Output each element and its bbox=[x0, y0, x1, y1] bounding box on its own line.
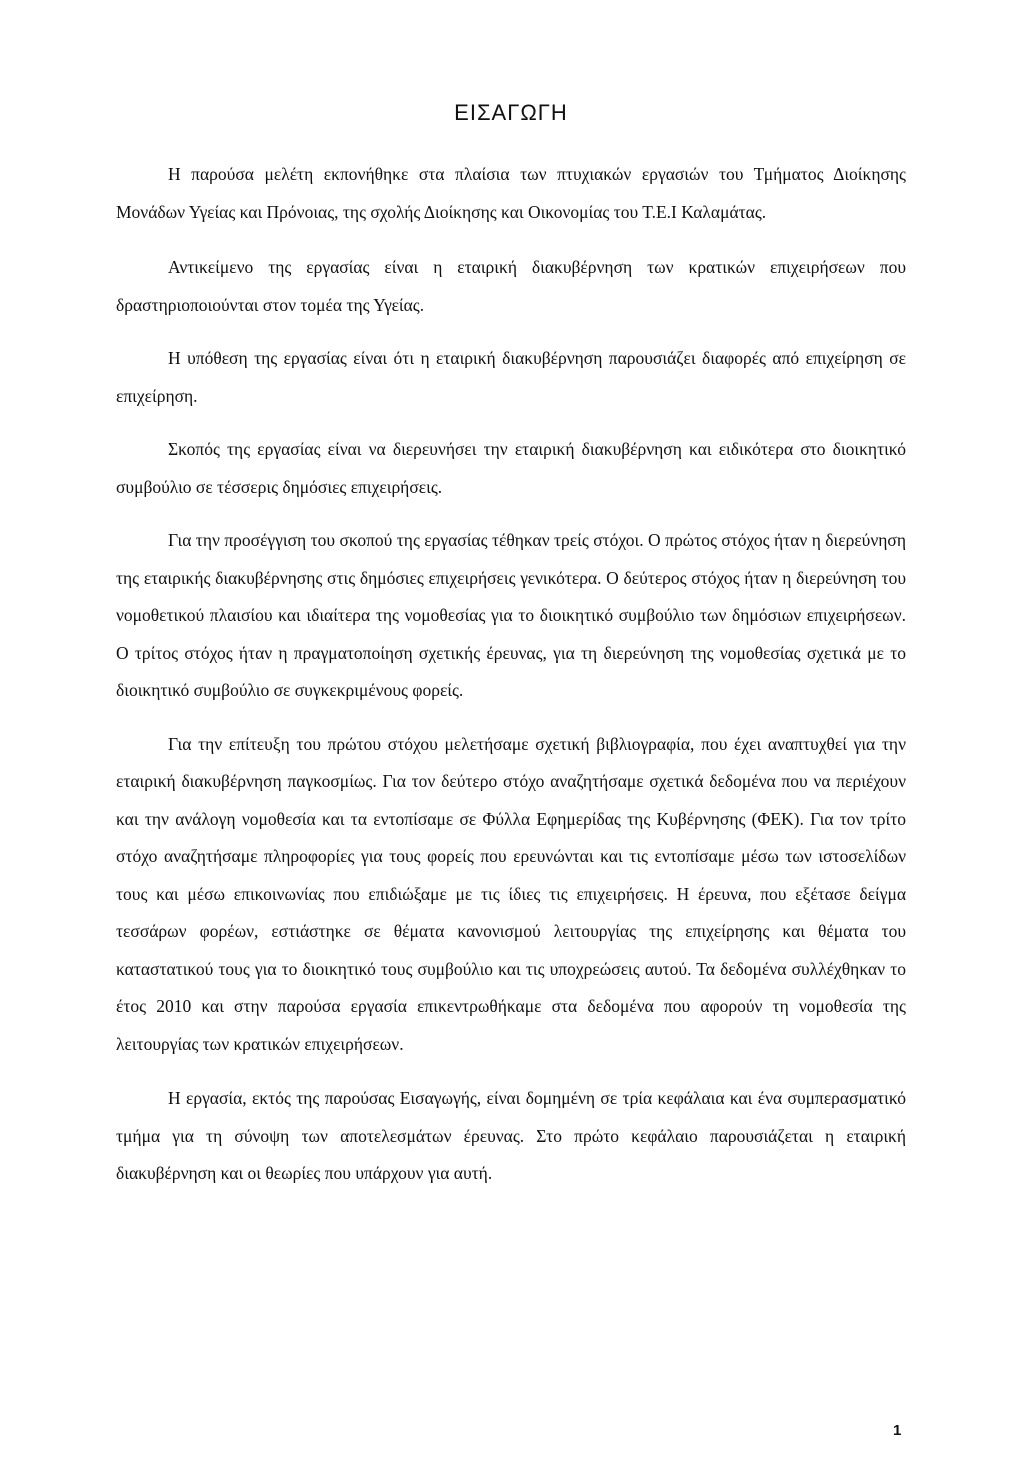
paragraph-purpose: Σκοπός της εργασίας είναι να διερευνήσει την εταιρική διακυβέρνηση και ειδικότερα στο διοικητικό συμβούλιο σε τέσσερις δημόσιες επιχειρήσεις. bbox=[116, 439, 906, 497]
paragraph-objectives: Για την προσέγγιση του σκοπού της εργασίας τέθηκαν τρείς στόχοι. Ο πρώτος στόχος ήταν η διερεύνηση της εταιρικής διακυβέρνησης στις δημόσιες επιχειρήσεις γενικότερα. Ο δεύτερος στόχος ήταν η διερεύνηση του νομοθετικού πλαισίου και ιδιαίτερα της νομοθεσίας για το διοικητικό συμβούλιο των δημόσιων επιχειρήσεων. Ο τρίτος στόχος ήταν η πραγματοποίηση σχετικής έρευνας, για τη διερεύνηση της νομοθεσίας σχετικά με το διοικητικό συμβούλιο σε συγκεκριμένους φορείς. bbox=[116, 530, 906, 700]
paragraph-subject: Αντικείμενο της εργασίας είναι η εταιρική διακυβέρνηση των κρατικών επιχειρήσεων που δραστηριοποιούνται στον τομέα της Υγείας. bbox=[116, 257, 906, 315]
paragraph-study-context: Η παρούσα μελέτη εκπονήθηκε στα πλαίσια των πτυχιακών εργασιών του Τμήματος Διοίκησης Μονάδων Υγείας και Πρόνοιας, της σχολής Διοίκησης και Οικονομίας του Τ.Ε.Ι Καλαμάτας. bbox=[116, 164, 906, 222]
page-title: ΕΙΣΑΓΩΓΗ bbox=[454, 100, 568, 125]
paragraph-structure: Η εργασία, εκτός της παρούσας Εισαγωγής, είναι δομημένη σε τρία κεφάλαια και ένα συμπερασματικό τμήμα για τη σύνοψη των αποτελεσμάτων έρευνας. Στο πρώτο κεφάλαιο παρουσιάζεται η εταιρική διακυβέρνηση και οι θεωρίες που υπάρχουν για αυτή. bbox=[116, 1088, 906, 1183]
page-number: 1 bbox=[893, 1422, 902, 1439]
paragraph-methodology: Για την επίτευξη του πρώτου στόχου μελετήσαμε σχετική βιβλιογραφία, που έχει αναπτυχθεί για την εταιρική διακυβέρνηση παγκοσμίως. Για τον δεύτερο στόχο αναζητήσαμε σχετικά δεδομένα που να περιέχουν και την ανάλογη νομοθεσία και τα εντοπίσαμε σε Φύλλα Εφημερίδας της Κυβέρνησης (ΦΕΚ). Για τον τρίτο στόχο αναζητήσαμε πληροφορίες για τους φορείς που ερευνώνται και τις εντοπίσαμε μέσω των ιστοσελίδων τους και μέσω επικοινωνίας που επιδιώξαμε με τις ίδιες τις επιχειρήσεις. Η έρευνα, που εξέτασε δείγμα τεσσάρων φορέων, εστιάστηκε σε θέματα κανονισμού λειτουργίας της επιχείρησης και θέματα του καταστατικού τους για το διοικητικό τους συμβούλιο και τις υποχρεώσεις αυτού. Τα δεδομένα συλλέχθηκαν το έτος 2010 και στην παρούσα εργασία επικεντρωθήκαμε στα δεδομένα που αφορούν τη νομοθεσία της λειτουργίας των κρατικών επιχειρήσεων. bbox=[116, 733, 906, 1054]
document-body bbox=[116, 156, 906, 1211]
paragraph-hypothesis: Η υπόθεση της εργασίας είναι ότι η εταιρική διακυβέρνηση παρουσιάζει διαφορές από επιχείρηση σε επιχείρηση. bbox=[116, 348, 906, 406]
